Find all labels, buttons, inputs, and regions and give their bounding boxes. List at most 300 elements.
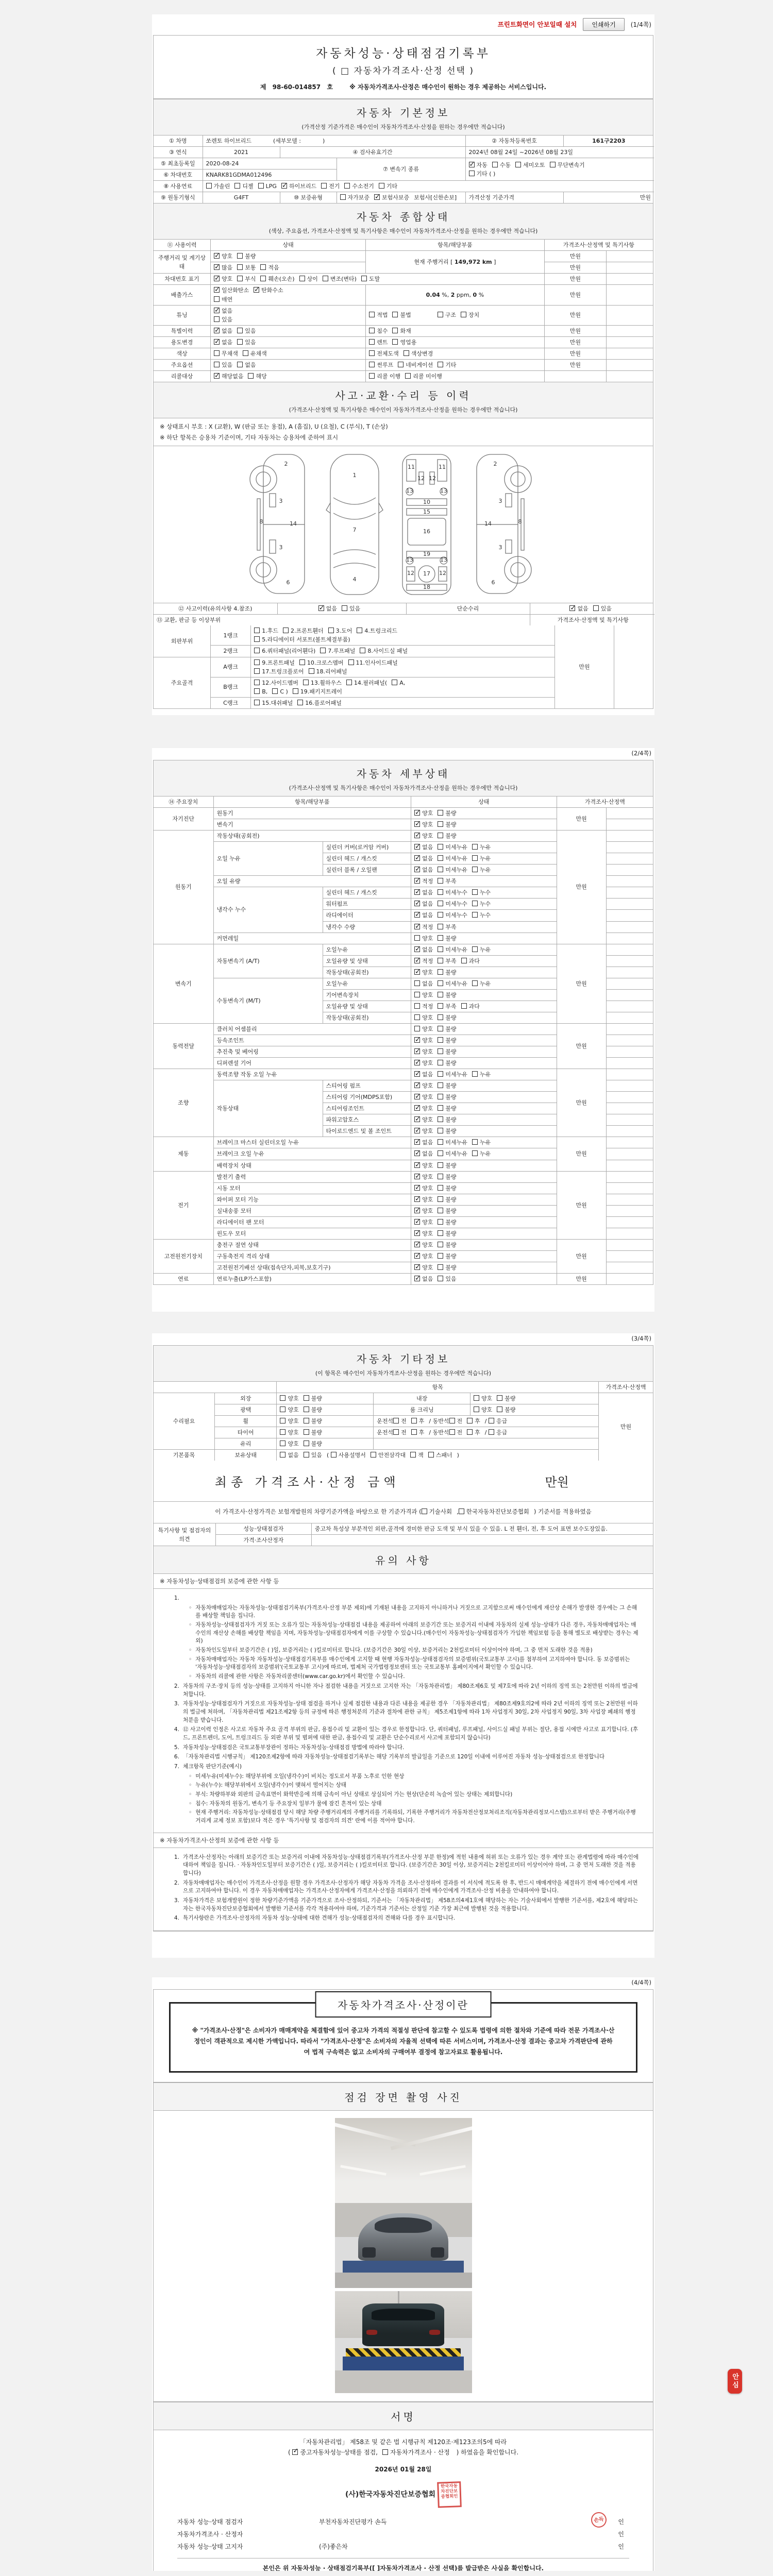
checkbox-option[interactable] bbox=[461, 311, 479, 319]
checkbox-option[interactable] bbox=[293, 687, 342, 696]
checkbox[interactable] bbox=[438, 969, 443, 975]
checkbox-option[interactable] bbox=[369, 327, 388, 335]
checkbox[interactable] bbox=[438, 1264, 443, 1270]
checkbox-option[interactable] bbox=[320, 647, 355, 655]
checkbox[interactable] bbox=[369, 328, 375, 333]
checkbox[interactable] bbox=[342, 605, 347, 611]
checkbox-option[interactable] bbox=[237, 361, 256, 369]
checkbox-option[interactable] bbox=[472, 1149, 491, 1158]
checkbox-option[interactable] bbox=[414, 1207, 433, 1215]
checkbox[interactable] bbox=[438, 1208, 443, 1213]
checkbox-option[interactable] bbox=[438, 1252, 456, 1261]
checkbox-checked[interactable] bbox=[414, 1094, 420, 1099]
checkbox[interactable] bbox=[438, 946, 443, 952]
checkbox[interactable] bbox=[438, 1026, 443, 1031]
checkbox-option[interactable] bbox=[438, 1241, 456, 1249]
checkbox-option[interactable] bbox=[414, 1149, 433, 1158]
checkbox-option[interactable] bbox=[414, 1047, 433, 1056]
checkbox-checked[interactable] bbox=[414, 1196, 420, 1202]
checkbox-checked[interactable] bbox=[414, 946, 420, 952]
checkbox-option[interactable] bbox=[414, 957, 433, 965]
checkbox[interactable] bbox=[379, 183, 384, 189]
checkbox-option[interactable] bbox=[414, 1081, 433, 1090]
checkbox-checked[interactable] bbox=[414, 1048, 420, 1054]
checkbox-option[interactable] bbox=[237, 275, 256, 283]
checkbox[interactable] bbox=[371, 1452, 376, 1458]
checkbox[interactable] bbox=[438, 935, 443, 941]
checkbox-option[interactable] bbox=[280, 1405, 298, 1414]
checkbox-option[interactable] bbox=[438, 991, 456, 999]
checkbox[interactable] bbox=[438, 1253, 443, 1259]
checkbox[interactable] bbox=[357, 628, 362, 633]
checkbox[interactable] bbox=[438, 1071, 443, 1077]
checkbox[interactable] bbox=[414, 992, 420, 997]
checkbox-option[interactable] bbox=[237, 252, 256, 261]
checkbox[interactable] bbox=[331, 1452, 337, 1458]
checkbox[interactable] bbox=[392, 680, 397, 685]
checkbox-option[interactable] bbox=[280, 1451, 298, 1460]
checkbox[interactable] bbox=[304, 1418, 309, 1423]
checkbox-option[interactable] bbox=[472, 911, 491, 920]
checkbox-option[interactable] bbox=[214, 349, 238, 358]
checkbox-option[interactable] bbox=[414, 809, 433, 818]
checkbox-option[interactable] bbox=[392, 679, 405, 687]
checkbox[interactable] bbox=[497, 1395, 502, 1401]
checkbox-option[interactable] bbox=[303, 679, 342, 687]
checkbox[interactable] bbox=[369, 339, 375, 345]
checkbox[interactable] bbox=[280, 1406, 285, 1412]
checkbox-option[interactable] bbox=[214, 286, 249, 295]
checkbox-option[interactable] bbox=[438, 1161, 456, 1170]
checkbox-option[interactable] bbox=[214, 263, 232, 272]
checkbox-option[interactable] bbox=[414, 968, 433, 977]
checkbox-option[interactable] bbox=[382, 2448, 450, 2456]
checkbox[interactable] bbox=[438, 1219, 443, 1225]
checkbox[interactable] bbox=[472, 980, 478, 986]
checkbox-option[interactable] bbox=[467, 1428, 480, 1437]
checkbox-option[interactable] bbox=[438, 361, 456, 369]
checkbox-option[interactable] bbox=[438, 1127, 456, 1136]
checkbox[interactable] bbox=[254, 668, 260, 674]
checkbox[interactable] bbox=[438, 1048, 443, 1054]
checkbox-checked[interactable] bbox=[414, 969, 420, 975]
checkbox[interactable] bbox=[438, 1150, 443, 1156]
checkbox-option[interactable] bbox=[438, 1104, 456, 1113]
checkbox-checked[interactable] bbox=[292, 2449, 298, 2455]
checkbox-option[interactable] bbox=[214, 275, 232, 283]
checkbox[interactable] bbox=[474, 1406, 479, 1412]
checkbox-option[interactable] bbox=[414, 1218, 433, 1227]
checkbox-option[interactable] bbox=[414, 1252, 433, 1261]
checkbox-checked[interactable] bbox=[414, 912, 420, 918]
checkbox-option[interactable] bbox=[404, 349, 433, 358]
checkbox[interactable] bbox=[304, 1440, 309, 1446]
checkbox[interactable] bbox=[438, 855, 443, 861]
checkbox[interactable] bbox=[392, 339, 398, 345]
checkbox-option[interactable] bbox=[237, 263, 256, 272]
checkbox[interactable] bbox=[438, 867, 443, 872]
checkbox-option[interactable] bbox=[422, 1506, 452, 1517]
checkbox-option[interactable] bbox=[299, 658, 344, 667]
checkbox-checked[interactable] bbox=[414, 833, 420, 838]
checkbox-option[interactable] bbox=[414, 888, 433, 897]
checkbox-option[interactable] bbox=[340, 193, 370, 202]
checkbox[interactable] bbox=[258, 183, 264, 189]
checkbox-option[interactable] bbox=[414, 854, 433, 863]
checkbox[interactable] bbox=[438, 924, 443, 929]
checkbox[interactable] bbox=[438, 878, 443, 884]
checkbox-option[interactable] bbox=[438, 1036, 456, 1045]
checkbox[interactable] bbox=[280, 1429, 285, 1435]
checkbox-option[interactable] bbox=[206, 182, 230, 191]
checkbox-option[interactable] bbox=[379, 182, 397, 191]
checkbox[interactable] bbox=[398, 362, 404, 367]
checkbox[interactable] bbox=[438, 1139, 443, 1145]
checkbox-option[interactable] bbox=[254, 658, 295, 667]
checkbox-checked[interactable] bbox=[414, 1082, 420, 1088]
checkbox-option[interactable] bbox=[398, 361, 433, 369]
checkbox-option[interactable] bbox=[461, 1002, 480, 1011]
checkbox-checked[interactable] bbox=[414, 844, 420, 850]
checkbox[interactable] bbox=[438, 1276, 443, 1281]
checkbox[interactable] bbox=[382, 2449, 388, 2455]
checkbox[interactable] bbox=[328, 628, 334, 633]
checkbox-option[interactable] bbox=[414, 832, 433, 840]
checkbox-option[interactable] bbox=[438, 877, 456, 886]
checkbox-option[interactable] bbox=[405, 372, 442, 381]
checkbox[interactable] bbox=[411, 1418, 417, 1423]
checkbox-option[interactable] bbox=[393, 1428, 407, 1437]
checkbox-checked[interactable] bbox=[414, 1208, 420, 1213]
checkbox-option[interactable] bbox=[438, 923, 456, 931]
checkbox[interactable] bbox=[414, 935, 420, 941]
checkbox[interactable] bbox=[410, 1452, 416, 1458]
checkbox[interactable] bbox=[254, 636, 260, 642]
checkbox-option[interactable] bbox=[497, 1405, 515, 1414]
checkbox-option[interactable] bbox=[449, 1417, 463, 1426]
checkbox[interactable] bbox=[438, 844, 443, 850]
checkbox[interactable] bbox=[438, 1060, 443, 1065]
checkbox-option[interactable] bbox=[414, 1093, 433, 1101]
checkbox-option[interactable] bbox=[438, 1025, 456, 1033]
checkbox-checked[interactable] bbox=[414, 1162, 420, 1168]
checkbox[interactable] bbox=[469, 171, 475, 176]
checkbox[interactable] bbox=[214, 316, 220, 322]
checkbox-option[interactable] bbox=[243, 349, 267, 358]
checkbox-option[interactable] bbox=[438, 854, 467, 863]
checkbox[interactable] bbox=[438, 312, 443, 317]
checkbox[interactable] bbox=[304, 1452, 309, 1458]
floating-badge[interactable]: 안심 bbox=[728, 2369, 742, 2394]
checkbox[interactable] bbox=[472, 1150, 478, 1156]
checkbox-option[interactable] bbox=[472, 1138, 491, 1147]
checkbox[interactable] bbox=[404, 350, 409, 356]
checkbox-option[interactable] bbox=[254, 687, 267, 696]
checkbox-option[interactable] bbox=[414, 1161, 433, 1170]
checkbox-option[interactable] bbox=[438, 1070, 467, 1079]
checkbox[interactable] bbox=[438, 1094, 443, 1099]
checkbox-option[interactable] bbox=[472, 866, 491, 874]
checkbox-checked[interactable] bbox=[569, 605, 575, 611]
checkbox-option[interactable] bbox=[438, 1263, 456, 1272]
checkbox-option[interactable] bbox=[469, 170, 496, 178]
checkbox-option[interactable] bbox=[348, 658, 398, 667]
checkbox[interactable] bbox=[438, 958, 443, 963]
checkbox-checked[interactable] bbox=[414, 1037, 420, 1043]
checkbox-option[interactable] bbox=[392, 311, 411, 319]
checkbox-option[interactable] bbox=[438, 957, 456, 965]
checkbox-checked[interactable] bbox=[414, 1150, 420, 1156]
checkbox[interactable] bbox=[237, 253, 243, 259]
checkbox-checked[interactable] bbox=[414, 1174, 420, 1179]
checkbox[interactable] bbox=[459, 1509, 464, 1514]
checkbox-option[interactable] bbox=[414, 1241, 433, 1249]
checkbox-option[interactable] bbox=[414, 877, 433, 886]
checkbox-option[interactable] bbox=[414, 1138, 433, 1147]
checkbox[interactable] bbox=[304, 1429, 309, 1435]
checkbox[interactable] bbox=[405, 373, 411, 379]
checkbox-checked[interactable] bbox=[214, 253, 220, 259]
checkbox-option[interactable] bbox=[414, 979, 433, 988]
checkbox-option[interactable] bbox=[438, 1081, 456, 1090]
checkbox-option[interactable] bbox=[414, 1195, 433, 1204]
checkbox[interactable] bbox=[438, 1185, 443, 1191]
checkbox[interactable] bbox=[369, 350, 375, 356]
checkbox[interactable] bbox=[360, 648, 365, 653]
checkbox-option[interactable] bbox=[474, 1394, 492, 1403]
checkbox-option[interactable] bbox=[438, 1229, 456, 1238]
checkbox-option[interactable] bbox=[369, 311, 388, 319]
checkbox-option[interactable] bbox=[281, 182, 316, 191]
checkbox-checked[interactable] bbox=[214, 339, 220, 345]
checkbox[interactable] bbox=[320, 648, 326, 653]
checkbox-option[interactable] bbox=[214, 307, 232, 315]
checkbox[interactable] bbox=[237, 264, 243, 270]
checkbox-option[interactable] bbox=[438, 1138, 467, 1147]
checkbox-option[interactable] bbox=[392, 338, 416, 347]
checkbox[interactable] bbox=[243, 350, 248, 356]
checkbox[interactable] bbox=[474, 1395, 479, 1401]
checkbox[interactable] bbox=[472, 946, 478, 952]
checkbox[interactable] bbox=[254, 688, 260, 694]
checkbox-option[interactable] bbox=[323, 275, 357, 283]
checkbox-option[interactable] bbox=[438, 866, 467, 874]
checkbox[interactable] bbox=[472, 855, 478, 861]
checkbox[interactable] bbox=[472, 912, 478, 918]
checkbox-option[interactable] bbox=[428, 1451, 452, 1460]
checkbox[interactable] bbox=[472, 889, 478, 895]
checkbox-checked[interactable] bbox=[414, 1219, 420, 1225]
checkbox-checked[interactable] bbox=[374, 194, 380, 200]
checkbox[interactable] bbox=[411, 1429, 417, 1435]
checkbox-option[interactable] bbox=[472, 854, 491, 863]
checkbox[interactable] bbox=[369, 373, 375, 379]
checkbox-checked[interactable] bbox=[414, 1139, 420, 1145]
checkbox[interactable] bbox=[472, 1139, 478, 1145]
checkbox-option[interactable] bbox=[304, 1439, 322, 1448]
checkbox-option[interactable] bbox=[369, 349, 399, 358]
checkbox-checked[interactable] bbox=[414, 1230, 420, 1236]
checkbox[interactable] bbox=[515, 162, 521, 167]
checkbox-option[interactable] bbox=[414, 1104, 433, 1113]
checkbox-option[interactable] bbox=[438, 968, 456, 977]
checkbox[interactable] bbox=[309, 668, 314, 674]
checkbox-option[interactable] bbox=[283, 626, 324, 635]
checkbox-checked[interactable] bbox=[414, 924, 420, 929]
checkbox-option[interactable] bbox=[414, 1275, 433, 1283]
checkbox[interactable] bbox=[280, 1452, 285, 1458]
checkbox-option[interactable] bbox=[472, 1070, 491, 1079]
checkbox-option[interactable] bbox=[438, 809, 456, 818]
checkbox[interactable] bbox=[237, 339, 243, 345]
checkbox-option[interactable] bbox=[331, 1451, 366, 1460]
checkbox-option[interactable] bbox=[304, 1451, 322, 1460]
checkbox[interactable] bbox=[369, 362, 375, 367]
checkbox-option[interactable] bbox=[414, 1263, 433, 1272]
checkbox-option[interactable] bbox=[414, 1173, 433, 1181]
checkbox[interactable] bbox=[344, 183, 350, 189]
checkbox[interactable] bbox=[438, 810, 443, 816]
checkbox-option[interactable] bbox=[438, 934, 456, 943]
checkbox[interactable] bbox=[260, 276, 266, 281]
checkbox[interactable] bbox=[323, 276, 328, 281]
checkbox-option[interactable] bbox=[474, 1405, 492, 1414]
checkbox[interactable] bbox=[438, 1082, 443, 1088]
checkbox-option[interactable] bbox=[280, 1428, 298, 1437]
checkbox-option[interactable] bbox=[438, 1047, 456, 1056]
checkbox[interactable] bbox=[214, 350, 220, 356]
checkbox[interactable] bbox=[237, 276, 243, 281]
checkbox-option[interactable] bbox=[304, 1405, 322, 1414]
checkbox-option[interactable] bbox=[414, 1059, 433, 1067]
checkbox[interactable] bbox=[438, 833, 443, 838]
checkbox-option[interactable] bbox=[497, 1394, 515, 1403]
checkbox-option[interactable] bbox=[472, 888, 491, 897]
checkbox-option[interactable] bbox=[414, 923, 433, 931]
checkbox[interactable] bbox=[304, 1395, 309, 1401]
checkbox-option[interactable] bbox=[438, 1173, 456, 1181]
checkbox-option[interactable] bbox=[414, 934, 433, 943]
checkbox[interactable] bbox=[492, 162, 498, 167]
checkbox[interactable] bbox=[361, 276, 367, 281]
checkbox[interactable] bbox=[472, 867, 478, 872]
checkbox-option[interactable] bbox=[414, 991, 433, 999]
checkbox-option[interactable] bbox=[438, 1184, 456, 1193]
checkbox-checked[interactable] bbox=[318, 605, 324, 611]
checkbox-option[interactable] bbox=[515, 161, 545, 170]
checkbox-option[interactable] bbox=[414, 911, 433, 920]
checkbox-checked[interactable] bbox=[214, 264, 220, 270]
checkbox[interactable] bbox=[369, 312, 375, 317]
checkbox-option[interactable] bbox=[449, 1428, 463, 1437]
checkbox-option[interactable] bbox=[438, 1218, 456, 1227]
checkbox-option[interactable] bbox=[438, 1207, 456, 1215]
checkbox[interactable] bbox=[393, 1418, 399, 1423]
checkbox-option[interactable] bbox=[438, 1013, 456, 1022]
checkbox-option[interactable] bbox=[414, 820, 433, 829]
checkbox-option[interactable] bbox=[344, 182, 374, 191]
checkbox[interactable] bbox=[438, 362, 443, 367]
checkbox[interactable] bbox=[438, 1128, 443, 1133]
checkbox-checked[interactable] bbox=[214, 373, 220, 379]
checkbox[interactable] bbox=[260, 264, 266, 270]
checkbox-option[interactable] bbox=[414, 945, 433, 954]
checkbox-option[interactable] bbox=[214, 338, 232, 347]
checkbox-option[interactable] bbox=[438, 1275, 456, 1283]
checkbox[interactable] bbox=[472, 901, 478, 906]
checkbox[interactable] bbox=[461, 958, 467, 963]
checkbox-option[interactable] bbox=[280, 1394, 298, 1403]
checkbox[interactable] bbox=[272, 688, 278, 694]
checkbox-option[interactable] bbox=[254, 635, 350, 644]
checkbox-checked[interactable] bbox=[214, 328, 220, 333]
checkbox-option[interactable] bbox=[369, 372, 400, 381]
checkbox-checked[interactable] bbox=[414, 1253, 420, 1259]
checkbox-checked[interactable] bbox=[414, 1116, 420, 1122]
checkbox-option[interactable] bbox=[254, 667, 304, 676]
checkbox-option[interactable] bbox=[304, 1428, 322, 1437]
checkbox-option[interactable] bbox=[414, 1036, 433, 1045]
checkbox-option[interactable] bbox=[469, 161, 488, 170]
checkbox-option[interactable] bbox=[374, 193, 409, 202]
checkbox[interactable] bbox=[254, 648, 260, 653]
checkbox[interactable] bbox=[449, 1418, 455, 1423]
checkbox-option[interactable] bbox=[214, 252, 232, 261]
checkbox-option[interactable] bbox=[472, 900, 491, 908]
checkbox[interactable] bbox=[392, 312, 398, 317]
checkbox-option[interactable] bbox=[414, 843, 433, 852]
checkbox-option[interactable] bbox=[214, 361, 232, 369]
checkbox-checked[interactable] bbox=[214, 308, 220, 313]
checkbox[interactable] bbox=[472, 844, 478, 850]
checkbox-option[interactable] bbox=[472, 945, 491, 954]
checkbox[interactable] bbox=[438, 1174, 443, 1179]
checkbox[interactable] bbox=[299, 276, 305, 281]
checkbox-option[interactable] bbox=[254, 699, 293, 707]
checkbox[interactable] bbox=[297, 700, 303, 705]
checkbox[interactable] bbox=[438, 1037, 443, 1043]
checkbox-checked[interactable] bbox=[414, 1105, 420, 1111]
checkbox[interactable] bbox=[214, 362, 220, 367]
checkbox[interactable] bbox=[299, 659, 305, 665]
checkbox-option[interactable] bbox=[438, 311, 456, 319]
checkbox[interactable] bbox=[293, 688, 298, 694]
checkbox-option[interactable] bbox=[297, 699, 342, 707]
checkbox-checked[interactable] bbox=[414, 901, 420, 906]
checkbox-option[interactable] bbox=[280, 1417, 298, 1426]
checkbox-option[interactable] bbox=[214, 315, 232, 324]
checkbox-option[interactable] bbox=[459, 1506, 529, 1517]
checkbox-option[interactable] bbox=[254, 626, 278, 635]
checkbox-option[interactable] bbox=[411, 1428, 425, 1437]
checkbox[interactable] bbox=[438, 980, 443, 986]
checkbox-option[interactable] bbox=[472, 843, 491, 852]
checkbox-checked[interactable] bbox=[469, 162, 475, 167]
checkbox-option[interactable] bbox=[234, 182, 253, 191]
checkbox-option[interactable] bbox=[318, 604, 337, 613]
checkbox[interactable] bbox=[438, 1014, 443, 1020]
checkbox-option[interactable] bbox=[414, 1070, 433, 1079]
checkbox-option[interactable] bbox=[254, 679, 298, 687]
checkbox[interactable] bbox=[348, 659, 354, 665]
checkbox-option[interactable] bbox=[438, 911, 467, 920]
checkbox-option[interactable] bbox=[438, 900, 467, 908]
checkbox[interactable] bbox=[254, 680, 260, 685]
checkbox-option[interactable] bbox=[292, 2448, 378, 2456]
checkbox-option[interactable] bbox=[321, 182, 340, 191]
checkbox-option[interactable] bbox=[260, 263, 279, 272]
checkbox-option[interactable] bbox=[299, 275, 318, 283]
